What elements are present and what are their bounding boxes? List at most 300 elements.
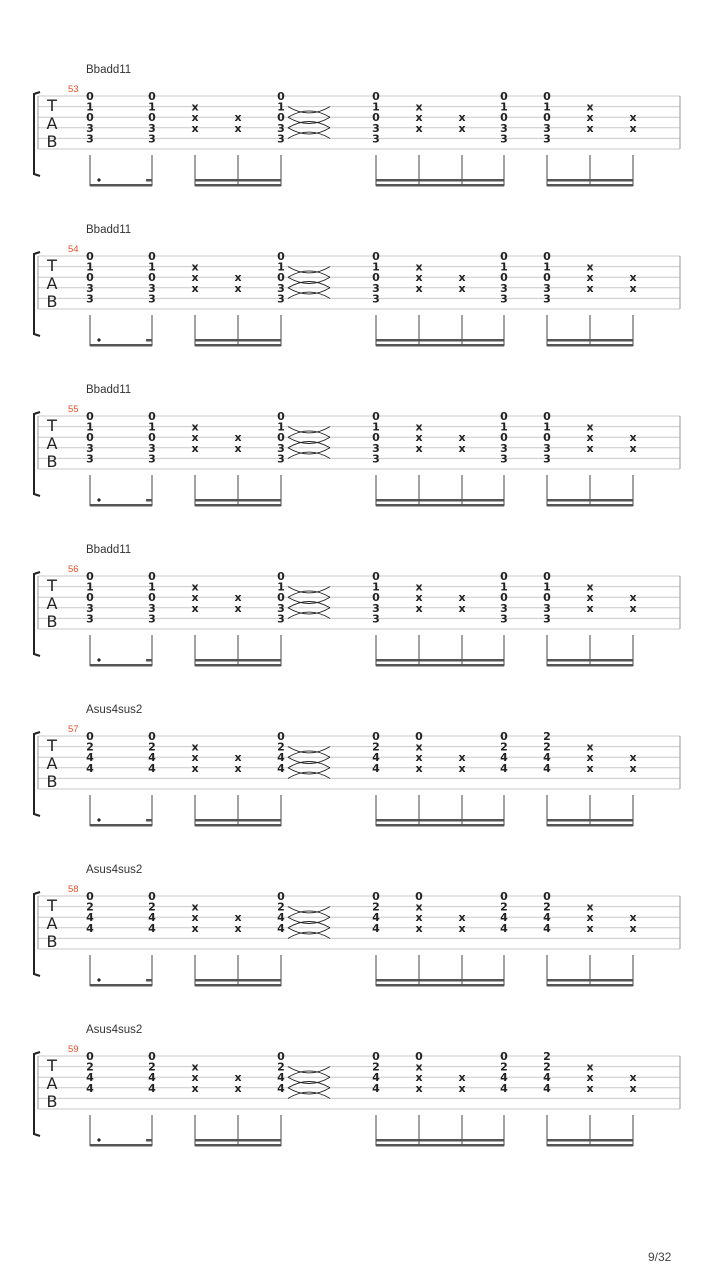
tie-slur: [288, 772, 330, 778]
chord-name: Bbadd11: [86, 64, 132, 76]
beam: [547, 819, 633, 822]
fret-number: 2: [543, 730, 551, 743]
beam-stub: [146, 339, 152, 342]
fret-number: 0: [148, 431, 156, 445]
system-bracket: [34, 572, 40, 656]
system-bracket: [34, 732, 40, 816]
fret-number: 3: [543, 292, 551, 306]
fret-number: 0: [500, 730, 508, 743]
beam: [376, 659, 504, 662]
beam-stub: [146, 979, 152, 982]
beam: [90, 984, 152, 987]
fret-number: 4: [372, 751, 380, 765]
fret-number: 3: [277, 612, 285, 626]
fret-number: 0: [543, 250, 551, 263]
fret-number: 4: [86, 751, 94, 765]
dead-note: x: [234, 921, 242, 935]
beam: [195, 1144, 281, 1147]
tab-clef-letter: T: [47, 416, 57, 435]
beam-stub: [146, 819, 152, 822]
dead-note: x: [234, 751, 242, 765]
dead-note: x: [234, 271, 242, 285]
tie-slur: [288, 922, 330, 928]
dead-note: x: [458, 601, 466, 615]
fret-number: 0: [500, 431, 508, 445]
beam: [376, 819, 504, 822]
fret-number: 0: [148, 90, 156, 103]
dead-note: x: [415, 111, 423, 125]
fret-number: 3: [500, 452, 508, 466]
duration-dot: [97, 338, 100, 341]
dead-note: x: [586, 431, 594, 445]
beam: [195, 659, 281, 662]
duration-dot: [97, 658, 100, 661]
fret-number: 0: [277, 250, 285, 263]
tie-slur: [288, 751, 330, 757]
fret-number: 3: [86, 281, 94, 295]
tab-clef-letter: T: [47, 1056, 57, 1075]
dead-note: x: [191, 100, 199, 114]
dead-note: x: [415, 271, 423, 285]
fret-number: 1: [543, 580, 551, 594]
fret-number: 0: [372, 890, 380, 903]
beam: [376, 184, 504, 187]
dead-note: x: [586, 281, 594, 295]
tie-slur: [288, 587, 330, 593]
fret-number: 3: [277, 281, 285, 295]
fret-number: 0: [86, 730, 94, 743]
dead-note: x: [586, 1071, 594, 1085]
tie-slur: [288, 768, 330, 774]
dead-note: x: [234, 441, 242, 455]
chord-name: Asus4sus2: [86, 864, 143, 876]
dead-note: x: [586, 441, 594, 455]
tie-slur: [288, 928, 330, 934]
tab-clef-letter: A: [46, 754, 58, 773]
dead-note: x: [629, 281, 637, 295]
beam: [195, 824, 281, 827]
tie-slur: [288, 277, 330, 283]
dead-note: x: [191, 260, 199, 274]
fret-number: 0: [543, 591, 551, 605]
beam: [195, 1139, 281, 1142]
beam: [547, 664, 633, 667]
dead-note: x: [586, 111, 594, 125]
tab-clef-letter: B: [46, 452, 58, 471]
fret-number: 4: [277, 761, 285, 775]
dead-note: x: [234, 1081, 242, 1095]
fret-number: 3: [277, 441, 285, 455]
beam: [195, 504, 281, 507]
tab-system: [0, 1024, 720, 1216]
fret-number: 2: [277, 1060, 285, 1074]
tab-clef-letter: B: [46, 132, 58, 151]
dead-note: x: [191, 420, 199, 434]
dead-note: x: [415, 441, 423, 455]
system-bracket: [34, 92, 40, 176]
fret-number: 3: [86, 292, 94, 306]
fret-number: 2: [148, 1060, 156, 1074]
fret-number: 4: [277, 751, 285, 765]
fret-number: 0: [277, 591, 285, 605]
fret-number: 0: [543, 431, 551, 445]
dead-note: x: [415, 100, 423, 114]
fret-number: 3: [543, 281, 551, 295]
beam: [90, 504, 152, 507]
fret-number: 3: [148, 292, 156, 306]
dead-note: x: [629, 441, 637, 455]
dead-note: x: [629, 911, 637, 925]
fret-number: 0: [500, 890, 508, 903]
fret-number: 0: [277, 570, 285, 583]
fret-number: 4: [543, 911, 551, 925]
dead-note: x: [458, 111, 466, 125]
beam: [376, 504, 504, 507]
tab-clef-letter: B: [46, 1092, 58, 1111]
beam: [547, 659, 633, 662]
fret-number: 1: [148, 260, 156, 274]
fret-number: 1: [500, 100, 508, 114]
dead-note: x: [234, 111, 242, 125]
beam: [195, 339, 281, 342]
fret-number: 3: [500, 132, 508, 146]
beam: [90, 824, 152, 827]
tie-slur: [288, 917, 330, 923]
dead-note: x: [415, 751, 423, 765]
fret-number: 2: [148, 900, 156, 914]
fret-number: 4: [86, 761, 94, 775]
fret-number: 3: [148, 612, 156, 626]
dead-note: x: [191, 761, 199, 775]
fret-number: 4: [500, 751, 508, 765]
tie-slur: [288, 427, 330, 433]
beam: [376, 1139, 504, 1142]
duration-dot: [97, 1138, 100, 1141]
dead-note: x: [586, 580, 594, 594]
system-bracket: [34, 252, 40, 336]
fret-number: 1: [148, 100, 156, 114]
beam: [90, 664, 152, 667]
fret-number: 3: [277, 132, 285, 146]
fret-number: 1: [86, 420, 94, 434]
tab-clef-letter: A: [46, 594, 58, 613]
tab-clef-letter: A: [46, 434, 58, 453]
dead-note: x: [191, 271, 199, 285]
fret-number: 4: [372, 921, 380, 935]
beam: [547, 339, 633, 342]
beam: [547, 984, 633, 987]
page-number: 9/32: [648, 1250, 672, 1264]
dead-note: x: [458, 271, 466, 285]
fret-number: 1: [543, 260, 551, 274]
tie-slur: [288, 431, 330, 437]
tie-slur: [288, 452, 330, 458]
tab-clef-letter: T: [47, 576, 57, 595]
dead-note: x: [415, 591, 423, 605]
dead-note: x: [586, 420, 594, 434]
fret-number: 0: [148, 250, 156, 263]
fret-number: 0: [372, 431, 380, 445]
dead-note: x: [234, 601, 242, 615]
fret-number: 0: [277, 271, 285, 285]
tie-slur: [288, 282, 330, 288]
fret-number: 0: [543, 271, 551, 285]
dead-note: x: [234, 591, 242, 605]
beam: [547, 179, 633, 182]
dead-note: x: [458, 591, 466, 605]
tab-clef-letter: B: [46, 772, 58, 791]
fret-number: 2: [86, 900, 94, 914]
fret-number: 3: [500, 612, 508, 626]
tab-clef-letter: A: [46, 1074, 58, 1093]
fret-number: 0: [86, 591, 94, 605]
beam: [376, 984, 504, 987]
dead-note: x: [629, 761, 637, 775]
fret-number: 1: [543, 100, 551, 114]
fret-number: 1: [86, 260, 94, 274]
fret-number: 1: [86, 100, 94, 114]
fret-number: 0: [86, 410, 94, 423]
fret-number: 4: [86, 1071, 94, 1085]
fret-number: 3: [148, 121, 156, 135]
dead-note: x: [586, 911, 594, 925]
measure-number: 55: [68, 404, 79, 415]
fret-number: 0: [372, 591, 380, 605]
tab-staff: [0, 890, 720, 1000]
tie-slur: [288, 292, 330, 298]
beam: [195, 344, 281, 347]
dead-note: x: [586, 1081, 594, 1095]
chord-name: Asus4sus2: [86, 704, 143, 716]
tie-slur: [288, 111, 330, 117]
fret-number: 1: [372, 100, 380, 114]
fret-number: 0: [500, 570, 508, 583]
fret-number: 0: [543, 111, 551, 125]
fret-number: 3: [500, 441, 508, 455]
fret-number: 4: [277, 1081, 285, 1095]
dead-note: x: [586, 121, 594, 135]
fret-number: 1: [372, 580, 380, 594]
dead-note: x: [458, 1081, 466, 1095]
dead-note: x: [458, 761, 466, 775]
fret-number: 3: [277, 452, 285, 466]
fret-number: 2: [543, 1050, 551, 1063]
fret-number: 2: [277, 740, 285, 754]
dead-note: x: [415, 1071, 423, 1085]
fret-number: 4: [86, 911, 94, 925]
beam: [547, 504, 633, 507]
fret-number: 0: [543, 410, 551, 423]
fret-number: 4: [500, 911, 508, 925]
fret-number: 4: [148, 1071, 156, 1085]
fret-number: 4: [500, 761, 508, 775]
beam: [547, 1144, 633, 1147]
fret-number: 1: [277, 580, 285, 594]
tab-clef-letter: B: [46, 932, 58, 951]
dead-note: x: [415, 121, 423, 135]
fret-number: 0: [372, 730, 380, 743]
fret-number: 3: [543, 121, 551, 135]
fret-number: 3: [500, 601, 508, 615]
tie-slur: [288, 608, 330, 614]
fret-number: 3: [148, 441, 156, 455]
duration-dot: [97, 978, 100, 981]
beam: [376, 344, 504, 347]
fret-number: 0: [148, 730, 156, 743]
dead-note: x: [191, 591, 199, 605]
beam: [547, 979, 633, 982]
dead-note: x: [415, 740, 423, 754]
fret-number: 3: [372, 121, 380, 135]
beam-stub: [146, 659, 152, 662]
fret-number: 3: [148, 601, 156, 615]
fret-number: 2: [372, 740, 380, 754]
dead-note: x: [629, 751, 637, 765]
beam: [195, 984, 281, 987]
dead-note: x: [191, 580, 199, 594]
dead-note: x: [458, 1071, 466, 1085]
fret-number: 0: [372, 111, 380, 125]
fret-number: 0: [86, 890, 94, 903]
fret-number: 1: [277, 260, 285, 274]
fret-number: 3: [500, 292, 508, 306]
dead-note: x: [191, 751, 199, 765]
fret-number: 0: [148, 890, 156, 903]
dead-note: x: [415, 281, 423, 295]
beam: [90, 1144, 152, 1147]
fret-number: 0: [500, 250, 508, 263]
tab-clef-letter: T: [47, 896, 57, 915]
dead-note: x: [586, 100, 594, 114]
fret-number: 1: [500, 420, 508, 434]
beam: [376, 499, 504, 502]
beam: [376, 1144, 504, 1147]
fret-number: 4: [277, 1071, 285, 1085]
fret-number: 1: [277, 100, 285, 114]
dead-note: x: [586, 260, 594, 274]
dead-note: x: [458, 751, 466, 765]
tab-clef-letter: B: [46, 292, 58, 311]
beam: [376, 979, 504, 982]
fret-number: 0: [500, 271, 508, 285]
tie-slur: [288, 107, 330, 113]
dead-note: x: [234, 761, 242, 775]
beam: [90, 344, 152, 347]
measure-number: 59: [68, 1044, 79, 1055]
fret-number: 3: [543, 601, 551, 615]
beam: [376, 179, 504, 182]
fret-number: 0: [415, 1050, 423, 1063]
fret-number: 4: [543, 761, 551, 775]
dead-note: x: [586, 591, 594, 605]
beam: [547, 344, 633, 347]
tie-slur: [288, 1067, 330, 1073]
tie-slur: [288, 1077, 330, 1083]
fret-number: 4: [500, 1071, 508, 1085]
tie-slur: [288, 128, 330, 134]
tie-slur: [288, 1082, 330, 1088]
fret-number: 0: [277, 90, 285, 103]
fret-number: 3: [86, 132, 94, 146]
dead-note: x: [629, 601, 637, 615]
fret-number: 4: [148, 751, 156, 765]
tie-slur: [288, 597, 330, 603]
dead-note: x: [415, 1060, 423, 1074]
tab-staff: [0, 250, 720, 360]
fret-number: 3: [372, 452, 380, 466]
dead-note: x: [234, 281, 242, 295]
fret-number: 3: [372, 601, 380, 615]
fret-number: 1: [543, 420, 551, 434]
dead-note: x: [191, 601, 199, 615]
dead-note: x: [586, 601, 594, 615]
fret-number: 0: [277, 410, 285, 423]
fret-number: 3: [543, 441, 551, 455]
chord-name: Asus4sus2: [86, 1024, 143, 1036]
dead-note: x: [234, 911, 242, 925]
dead-note: x: [415, 431, 423, 445]
dead-note: x: [458, 121, 466, 135]
beam: [195, 664, 281, 667]
tab-clef-letter: A: [46, 274, 58, 293]
dead-note: x: [586, 740, 594, 754]
fret-number: 2: [500, 1060, 508, 1074]
fret-number: 3: [543, 132, 551, 146]
fret-number: 3: [277, 601, 285, 615]
tie-slur: [288, 288, 330, 294]
beam: [195, 979, 281, 982]
fret-number: 3: [372, 441, 380, 455]
fret-number: 3: [86, 452, 94, 466]
fret-number: 3: [372, 612, 380, 626]
beam-stub: [146, 499, 152, 502]
tab-staff: [0, 410, 720, 520]
fret-number: 0: [372, 410, 380, 423]
fret-number: 0: [86, 111, 94, 125]
dead-note: x: [191, 740, 199, 754]
fret-number: 2: [372, 1060, 380, 1074]
dead-note: x: [629, 591, 637, 605]
fret-number: 0: [148, 1050, 156, 1063]
dead-note: x: [415, 761, 423, 775]
duration-dot: [97, 498, 100, 501]
fret-number: 4: [86, 921, 94, 935]
beam: [195, 819, 281, 822]
beam: [547, 824, 633, 827]
fret-number: 4: [543, 921, 551, 935]
dead-note: x: [234, 1071, 242, 1085]
fret-number: 4: [543, 1081, 551, 1095]
dead-note: x: [586, 1060, 594, 1074]
fret-number: 0: [500, 410, 508, 423]
fret-number: 3: [148, 132, 156, 146]
dead-note: x: [415, 420, 423, 434]
fret-number: 4: [500, 1081, 508, 1095]
fret-number: 0: [148, 591, 156, 605]
fret-number: 0: [86, 250, 94, 263]
dead-note: x: [458, 911, 466, 925]
fret-number: 0: [148, 271, 156, 285]
tie-slur: [288, 932, 330, 938]
fret-number: 3: [372, 132, 380, 146]
fret-number: 2: [543, 1060, 551, 1074]
tie-slur: [288, 132, 330, 138]
fret-number: 0: [277, 111, 285, 125]
fret-number: 2: [148, 740, 156, 754]
fret-number: 1: [372, 420, 380, 434]
dead-note: x: [191, 111, 199, 125]
dead-note: x: [586, 751, 594, 765]
